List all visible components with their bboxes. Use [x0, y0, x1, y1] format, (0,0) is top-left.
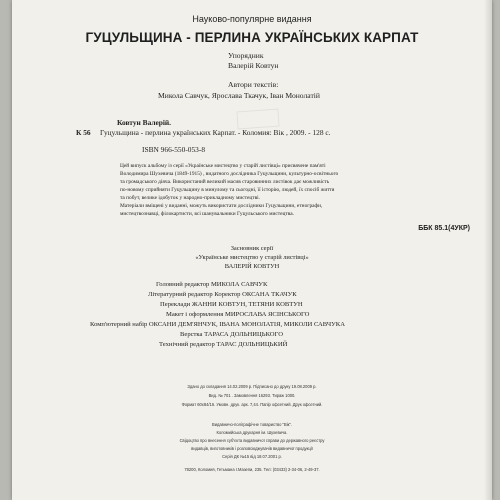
series-label: Науково-популярне видання	[192, 14, 312, 24]
credit-line: Комп'ютерний набір ОКСАНИ ДЕМ'ЯНЧУК, ІВАНА МОНОЛАТІЯ, МИКОЛИ САВЧУКА	[90, 321, 345, 328]
authors-names: Микола Савчук, Ярослава Ткачук, Іван Монолатій	[158, 91, 320, 100]
publisher-info-line: 78200, Коломия, Гетьмана І.Мазепи, 235. Тел: (03433) 2-34-06, 2-49-37.	[184, 467, 320, 472]
authors-label: Автори текстів:	[228, 80, 279, 89]
print-info-line: Вид. № 701 . Замовлення 16293. Тираж 1000.	[208, 393, 296, 398]
print-info-line: Здано до складання 14.02.2009 р. Підписано до друку 19.08.2009 р.	[187, 384, 317, 389]
bbk-code: ББК 85.1(4УКР)	[418, 225, 470, 232]
compiler-name: Валерій Ковтун	[228, 61, 279, 70]
catalog-entry: Гуцульщина - перлина українських Карпат. - Коломия: Вік , 2009. - 128 с.	[100, 128, 331, 137]
compiler-label: Упорядник	[228, 51, 264, 60]
annotation-line: Матеріали вміщені у виданні, можуть використати дослідники Гуцульщини, етнографи,	[120, 203, 323, 209]
series-founder-name: ВАЛЕРІЙ КОВТУН	[224, 263, 280, 270]
credit-line: Головний редактор МИКОЛА САВЧУК	[156, 281, 268, 288]
catalog-isbn: ISBN 966-550-053-8	[142, 145, 206, 154]
credit-line: Літературний редактор Коректор ОКСАНА ТКАЧУК	[148, 291, 297, 298]
annotation-line: мистецтвознавці, філокартисти, всі шанувальники Гуцульського мистецтва.	[120, 211, 294, 217]
publisher-info-line: Серія ДК №15 від 18.07.2001 р.	[222, 454, 282, 459]
annotation-line: по-новому сприйняти Гуцульщину в минулому та сьогодні, її історію, людей, їх спосіб життя	[120, 187, 335, 193]
publisher-info-line: Свідоцтво про внесення суб'єкта видавничої справи до державного реєстру	[179, 438, 325, 443]
series-founder-series: «Українське мистецтво у старій листівці»	[195, 254, 309, 261]
annotation-line: Цей випуск альбому із серії «Українське мистецтво у старій листівці» присвячене пам'яті	[120, 163, 326, 169]
credit-line: Макет і оформлення МИРОСЛАВА ЯСІНСЬКОГО	[166, 311, 310, 318]
annotation-line: та побут, велике ідобуток у народно-прикладному мистецтві.	[120, 195, 261, 201]
faint-stamp-mark	[236, 109, 279, 130]
credit-line: Верстка ТАРАСА ДОЛЬНИЦЬКОГО	[180, 331, 283, 338]
credit-line: Переклади ЖАННИ КОВТУН, ТЕТЯНИ КОВТУН	[160, 301, 303, 308]
annotation-line: Володимира Шухевича (1849-1915) , видатного дослідника Гуцульщини, культурно-освітнього	[120, 171, 339, 177]
publisher-info-line: Коломийська друкарня ім. Шухевича.	[216, 430, 288, 435]
catalog-code: К 56	[76, 128, 91, 137]
annotation-line: та громадського діяча. Використаний великий масив старовинних листівок дає можливість	[120, 179, 330, 185]
series-founder-label: Засновник серії	[230, 245, 274, 252]
print-info-line: Формат 60х84/16. Умовн. друк. арк. 7,44. Папір офсетний. Друк офсетний.	[181, 402, 323, 407]
catalog-author: Ковтун Валерій.	[117, 118, 172, 127]
book-title: ГУЦУЛЬЩИНА - ПЕРЛИНА УКРАЇНСЬКИХ КАРПАТ	[85, 30, 419, 45]
publisher-info-line: Видавничо-поліграфічне товариство "Вік".	[211, 422, 293, 427]
publisher-info-line: видавців, виготовників і розповсюджувачів видавничої продукції	[191, 446, 313, 451]
credit-line: Технічний редактор ТАРАС ДОЛЬНИЦЬКИЙ	[159, 341, 288, 348]
title-page	[12, 0, 492, 500]
